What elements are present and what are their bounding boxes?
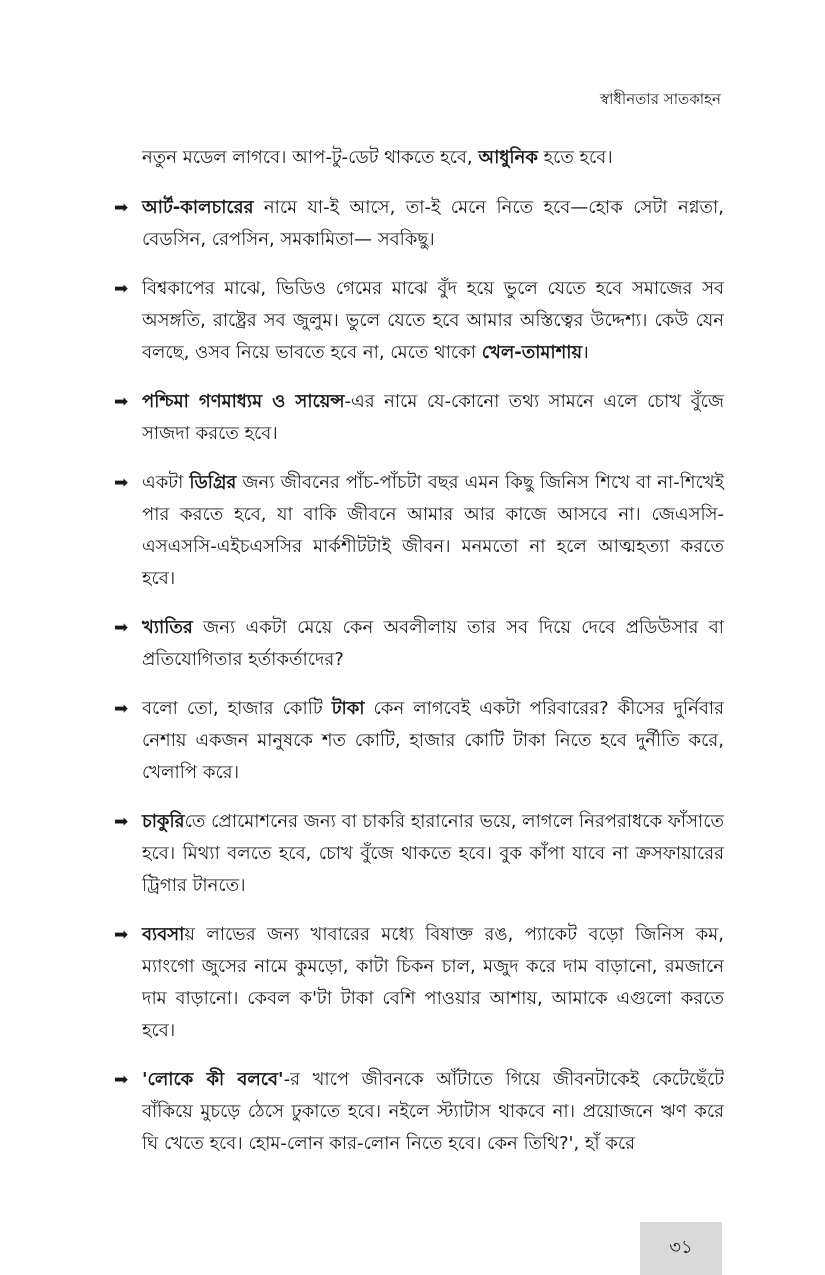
page-body [112,142,724,1177]
running-header: স্বাধীনতার সাতকাহন [600,90,721,108]
bold-term: খেল-তামাশায় [481,342,583,363]
text-segment: বলো তো, হাজার কোটি [142,698,332,719]
text-segment: একটা [142,472,190,493]
arrow-bullet-icon: ➡ [114,473,129,493]
bullet-item [112,919,724,1047]
bold-term: ব্যবসা [142,924,185,945]
bold-term: আর্ট-কালচারের [142,197,254,218]
bullet-item [112,1064,724,1160]
bullet-item [112,612,724,676]
arrow-bullet-icon: ➡ [114,618,129,638]
text-segment: -এর নামে যে-কোনো তথ্য সামনে এলে চোখ বুঁজে সাজদা করতে হবে। [142,391,724,444]
arrow-bullet-icon: ➡ [114,198,129,218]
text-segment: জন্য একটা মেয়ে কেন অবলীলায় তার সব দিয়ে দেবে প্রডিউসার বা প্রতিযোগিতার হর্তাকর্তাদের? [142,617,724,670]
text-segment: -র খাপে জীবনকে আঁটাতে গিয়ে জীবনটাকেই কেটেছেঁটে বাঁকিয়ে মুচড়ে ঠেসে ঢুকাতে হবে। নইলে স্ট্যাটাস থাকবে না। প্রয়োজনে ঋণ করে ঘি খেতে হবে। হোম-লোন কার-লোন নিতে হবে। কেন তিথি?', হাঁ করে [142,1069,725,1154]
page-number: ৩১ [640,1222,722,1275]
text-segment: নামে যা-ই আসে, তা-ই মেনে নিতে হবে—হোক সেটা নগ্নতা, বেডসিন, রেপসিন, সমকামিতা— সবকিছু। [142,197,724,250]
bold-term: ডিগ্রির [189,472,237,493]
bullet-item [112,806,724,902]
continued-paragraph [142,142,724,174]
bold-term: খ্যাতির [142,617,193,638]
text-segment: জন্য জীবনের পাঁচ-পাঁচটা বছর এমন কিছু জিনিস শিখে বা না-শিখেই পার করতে হবে, যা বাকি জীবনে আমার আর কাজে আসবে না। জেএসসি-এসএসসি-এইচএসসির মার্কশীটটাই জীবন। মনমতো না হলে আত্মহত্যা করতে হবে। [142,472,724,589]
bold-term: আধুনিক [478,147,538,168]
arrow-bullet-icon: ➡ [114,699,129,719]
text-segment: বিশ্বকাপের মাঝে, ভিডিও গেমের মাঝে বুঁদ হয়ে ভুলে যেতে হবে সমাজের সব অসঙ্গতি, রাষ্ট্রের সব জুলুম। ভুলে যেতে হবে আমার অস্তিত্বের উদ্দেশ্য। কেউ যেন বলছে, ওসব নিয়ে ভাবতে হবে না, মেতে থাকো [142,278,724,363]
text-segment: । [582,342,589,363]
arrow-bullet-icon: ➡ [114,812,129,832]
bold-term: টাকা [331,698,365,719]
arrow-bullet-icon: ➡ [114,392,129,412]
bullet-item [112,192,724,256]
bold-term: চাকুরি [142,811,185,832]
bullet-item [112,467,724,595]
text-segment: তে প্রোমোশনের জন্য বা চাকরি হারানোর ভয়ে, লাগলে নিরপরাধকে ফাঁসাতে হবে। মিথ্যা বলতে হবে, চোখ বুঁজে থাকতে হবে। বুক কাঁপা যাবে না ক্রসফায়ারের ট্রিগার টানতে। [142,811,724,896]
bullet-item [112,693,724,789]
text-segment: য় লাভের জন্য খাবারের মধ্যে বিষাক্ত রঙ, প্যাকেট বড়ো জিনিস কম, ম্যাংগো জুসের নামে কুমড়ো, কাটা চিকন চাল, মজুদ করে দাম বাড়ানো, রমজানে দাম বাড়ানো। কেবল ক'টা টাকা বেশি পাওয়ার আশায়, আমাকে এগুলো করতে হবে। [142,924,724,1041]
arrow-bullet-icon: ➡ [114,279,129,299]
bullet-item [112,273,724,369]
bold-term: 'লোকে কী বলবে' [142,1069,284,1090]
bullet-item [112,386,724,450]
arrow-bullet-icon: ➡ [114,925,129,945]
text-segment: নতুন মডেল লাগবে। আপ-টু-ডেট থাকতে হবে, [142,147,479,168]
bold-term: পশ্চিমা গণমাধ্যম ও সায়েন্স [142,391,345,412]
arrow-bullet-icon: ➡ [114,1070,129,1090]
text-segment: হতে হবে। [537,147,613,168]
text-segment: কেন লাগবেই একটা পরিবারের? কীসের দুর্নিবার নেশায় একজন মানুষকে শত কোটি, হাজার কোটি টাকা নিতে হবে দুর্নীতি করে, খেলাপি করে। [142,698,724,783]
